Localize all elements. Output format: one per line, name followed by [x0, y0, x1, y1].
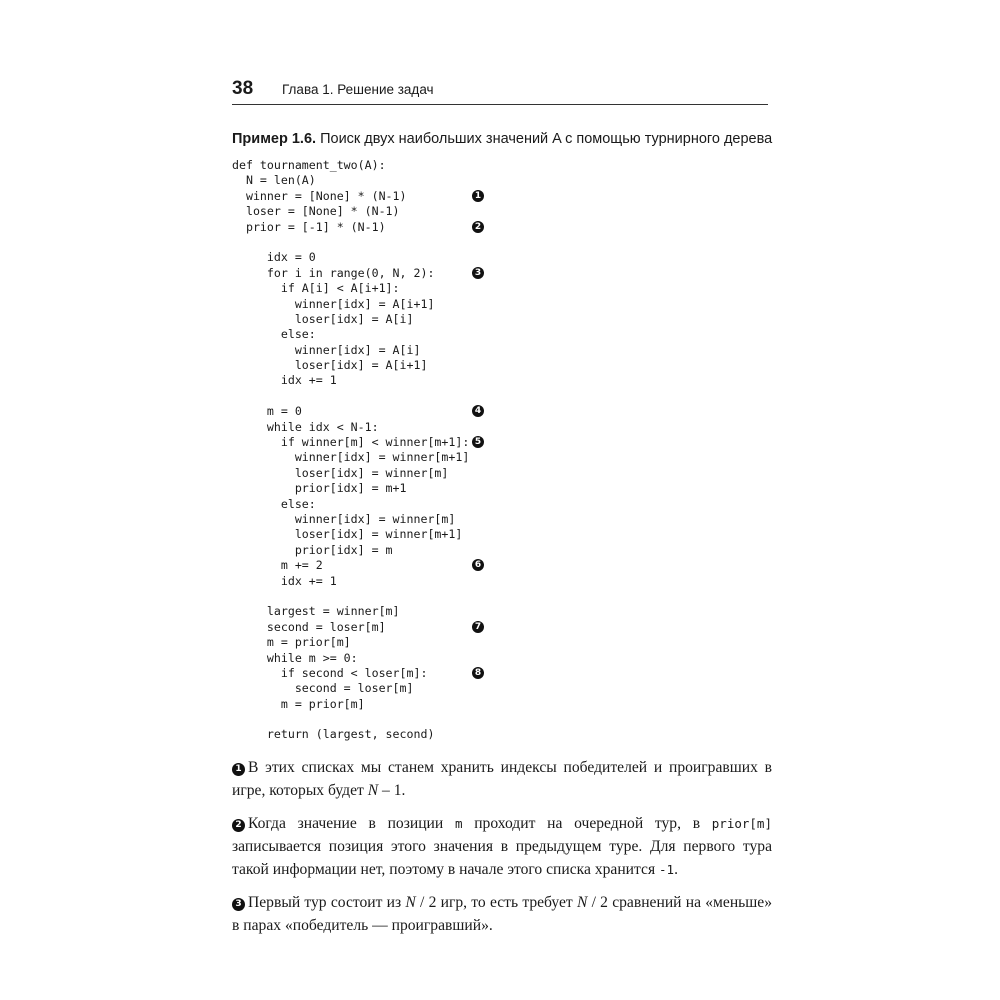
math-variable: N: [405, 894, 416, 911]
code-text: for i in range(0, N, 2):: [232, 265, 435, 280]
code-text: idx = 0: [232, 250, 316, 265]
code-line: [232, 466, 532, 481]
code-line: [232, 420, 532, 435]
callout-marker-icon: 7: [472, 621, 484, 633]
note-text: записывается позиция этого значения в предыдущем туре. Для первого тура такой информации нет, поэтому в начале этого списка хранится: [232, 838, 772, 878]
code-text: loser[idx] = winner[m+1]: [232, 527, 463, 542]
callout-marker-icon: 8: [472, 667, 484, 679]
code-text: while idx < N-1:: [232, 419, 379, 434]
example-label: Пример 1.6.: [232, 131, 317, 147]
inline-code: m: [454, 816, 463, 831]
math-variable: N: [576, 894, 588, 911]
code-line: [232, 173, 532, 188]
code-text: second = loser[m]: [232, 619, 386, 634]
annotation-notes: [232, 756, 772, 947]
code-line: [232, 697, 532, 712]
example-caption: [232, 131, 792, 147]
code-line: [232, 235, 532, 250]
code-line: [232, 158, 532, 173]
code-line: [232, 681, 532, 696]
code-text: N = len(A): [232, 173, 316, 188]
code-text: if second < loser[m]:: [232, 665, 428, 680]
code-text: idx += 1: [232, 373, 337, 388]
code-line: [232, 281, 532, 296]
code-line: [232, 373, 532, 388]
code-line: [232, 651, 532, 666]
callout-marker-icon: 3: [472, 267, 484, 279]
note-paragraph: [232, 756, 772, 802]
inline-code: prior[m]: [711, 816, 772, 831]
code-text: return (largest, second): [232, 727, 435, 742]
code-text: m = prior[m]: [232, 696, 365, 711]
note-text: Первый тур состоит из: [248, 894, 406, 911]
code-text: largest = winner[m]: [232, 604, 400, 619]
callout-marker-icon: 2: [472, 221, 484, 233]
code-line: [232, 297, 532, 312]
code-text: m = prior[m]: [232, 635, 351, 650]
note-text: / 2 сравнений на «меньше» в парах «победитель — проигравший».: [232, 894, 773, 934]
code-text: winner[idx] = A[i+1]: [232, 296, 435, 311]
code-text: winner[idx] = A[i]: [232, 342, 421, 357]
note-marker-icon: 1: [232, 763, 245, 776]
code-text: loser[idx] = A[i]: [232, 311, 414, 326]
code-line: [232, 620, 532, 635]
code-line: [232, 574, 532, 589]
code-line: [232, 604, 532, 619]
code-line: [232, 558, 532, 573]
code-text: winner = [None] * (N-1): [232, 188, 407, 203]
callout-marker-icon: 4: [472, 405, 484, 417]
code-line: [232, 512, 532, 527]
note-marker-icon: 2: [232, 819, 245, 832]
code-line: [232, 327, 532, 342]
code-text: prior = [-1] * (N-1): [232, 219, 386, 234]
code-line: [232, 343, 532, 358]
note-paragraph: [232, 891, 772, 937]
code-line: [232, 481, 532, 496]
code-line: [232, 204, 532, 219]
code-text: while m >= 0:: [232, 650, 358, 665]
note-marker-icon: 3: [232, 898, 245, 911]
code-line: [232, 404, 532, 419]
callout-marker-icon: 5: [472, 436, 484, 448]
code-text: second = loser[m]: [232, 681, 414, 696]
note-text: – 1.: [378, 782, 406, 799]
code-text: else:: [232, 496, 316, 511]
chapter-title: Глава 1. Решение задач: [282, 82, 434, 97]
code-line: [232, 312, 532, 327]
code-line: [232, 589, 532, 604]
code-line: [232, 727, 532, 742]
code-line: [232, 435, 532, 450]
code-line: [232, 220, 532, 235]
note-text: проходит на очередной тур, в: [462, 815, 712, 832]
code-text: m = 0: [232, 404, 302, 419]
code-line: [232, 712, 532, 727]
code-line: [232, 527, 532, 542]
code-text: idx += 1: [232, 573, 337, 588]
code-text: loser = [None] * (N-1): [232, 204, 400, 219]
code-line: [232, 358, 532, 373]
callout-marker-icon: 6: [472, 559, 484, 571]
code-line: [232, 450, 532, 465]
code-text: def tournament_two(A):: [232, 158, 386, 172]
code-line: [232, 389, 532, 404]
code-text: else:: [232, 327, 316, 342]
code-listing: [232, 158, 532, 743]
code-text: prior[idx] = m: [232, 542, 393, 557]
code-text: loser[idx] = winner[m]: [232, 465, 449, 480]
math-variable: N: [367, 782, 379, 799]
code-text: loser[idx] = A[i+1]: [232, 358, 428, 373]
note-text: .: [674, 861, 678, 878]
code-text: if winner[m] < winner[m+1]:: [232, 435, 470, 450]
note-text: В этих списках мы станем хранить индексы победителей и проигравших в игре, которых будет: [232, 759, 772, 799]
note-text: / 2 игр, то есть требует: [415, 894, 577, 911]
code-line: [232, 189, 532, 204]
code-line: [232, 666, 532, 681]
code-text: prior[idx] = m+1: [232, 481, 407, 496]
code-text: winner[idx] = winner[m]: [232, 511, 456, 526]
code-text: if A[i] < A[i+1]:: [232, 281, 400, 296]
callout-marker-icon: 1: [472, 190, 484, 202]
code-text: winner[idx] = winner[m+1]: [232, 450, 470, 465]
code-line: [232, 266, 532, 281]
code-line: [232, 635, 532, 650]
page-header: [232, 76, 768, 105]
code-line: [232, 543, 532, 558]
inline-code: -1: [659, 862, 675, 877]
page-number: 38: [232, 78, 254, 99]
note-paragraph: [232, 812, 772, 881]
example-title: Поиск двух наибольших значений A с помощью турнирного дерева: [320, 131, 773, 147]
code-line: [232, 497, 532, 512]
note-text: Когда значение в позиции: [248, 815, 455, 832]
code-line: [232, 250, 532, 265]
code-text: m += 2: [232, 558, 323, 573]
